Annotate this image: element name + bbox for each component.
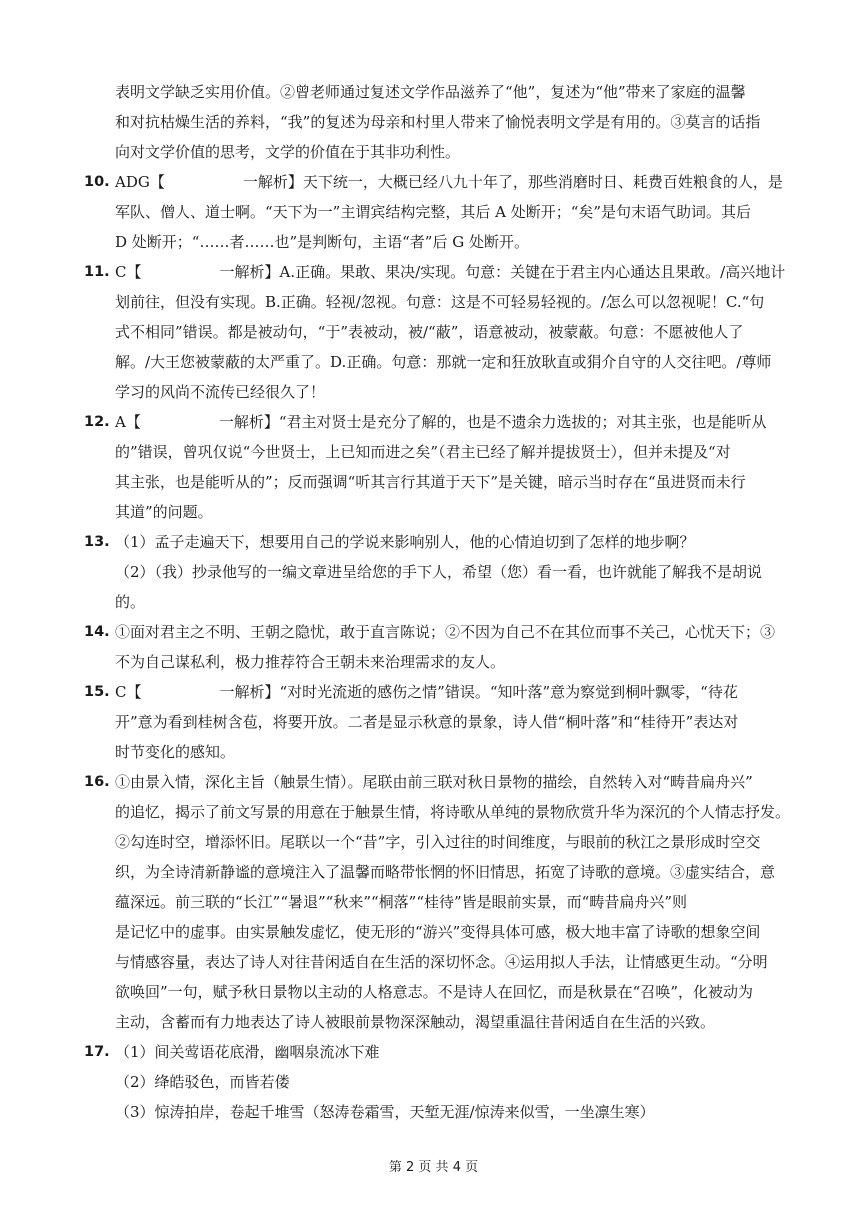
- answer-item-13: [84, 527, 785, 617]
- text-line: 学习的风尚不流传已经很久了！: [115, 383, 326, 401]
- item-number: 14.: [84, 624, 110, 640]
- text-line: 其道”的问题。: [115, 503, 213, 521]
- text-line: ②勾连时空，增添怀旧。尾联以一个“昔”字，引入过往的时间维度，与眼前的秋江之景形成时空交: [115, 833, 761, 851]
- text-line: 的追忆，揭示了前文写景的用意在于触景生情，将诗歌从单纯的景物欣赏升华为深沉的个人情志抒发。: [115, 803, 791, 821]
- text-line: A【 一解析】“君主对贤士是充分了解的，也是不遗余力选拔的；对其主张，也是能听从: [115, 413, 767, 431]
- text-line: 其主张，也是能听从的”；反而强调“听其言行其道于天下”是关键，暗示当时存在“虽进贤而未行: [115, 473, 746, 491]
- text-line: ADG【 一解析】天下统一，大概已经八九十年了，那些消磨时日、耗费百姓粮食的人，是: [115, 173, 783, 191]
- text-line: （3）惊涛拍岸，卷起千堆雪（怒涛卷霜雪，天堑无涯/惊涛来似雪，一坐凛生寒）: [115, 1103, 655, 1121]
- text-line: （1）孟子走遍天下，想要用自己的学说来影响别人，他的心情迫切到了怎样的地步啊？: [115, 533, 695, 551]
- text-line: 划前往，但没有实现。B.正确。轻视/忽视。句意：这是不可轻易轻视的。/怎么可以忽视呢！C.“句: [115, 293, 765, 311]
- text-line: C【 一解析】“对时光流逝的感伤之情”错误。“知叶落”意为察觉到桐叶飘零，“待花: [115, 683, 738, 701]
- answer-item-14: [84, 617, 785, 677]
- text-line: 不为自己谋私利，极力推荐符合王朝未来治理需求的友人。: [115, 653, 506, 671]
- text-line: 和对抗枯燥生活的养料，“我”的复述为母亲和村里人带来了愉悦表明文学是有用的。③莫言的话指: [115, 113, 761, 131]
- text-line: 军队、僧人、道士啊。“天下为一”主谓宾结构完整，其后 A 处断开；“矣”是句末语气助词。其后: [115, 203, 752, 221]
- page-footer: 第 2 页 共 4 页: [388, 1160, 479, 1175]
- text-line: 蕴深远。前三联的“长江”“暑退”“秋来”“桐落”“桂待”皆是眼前实景，而“畴昔扁舟兴”则: [115, 893, 688, 911]
- text-line: 主动，含蓄而有力地表达了诗人被眼前景物深深触动，渴望重温往昔闲适自在生活的兴致。: [115, 1013, 716, 1031]
- answer-item-12: [84, 407, 785, 527]
- answer-item-17: [84, 1037, 785, 1127]
- text-line: （2）绛皓驳色，而皆若偻: [115, 1073, 290, 1091]
- text-line: 表明文学缺乏实用价值。②曾老师通过复述文学作品滋养了“他”，复述为“他”带来了家庭的温馨: [115, 83, 746, 101]
- item-number: 16.: [84, 774, 110, 790]
- text-line: 向对文学价值的思考，文学的价值在于其非功利性。: [115, 143, 461, 161]
- text-line: 解。/大王您被蒙蔽的太严重了。D.正确。句意：那就一定和狂放耿直或狷介自守的人交往吧。/尊师: [115, 353, 772, 371]
- text-line: 与情感容量，表达了诗人对往昔闲适自在生活的深切怀念。④运用拟人手法，让情感更生动。“分明: [115, 953, 768, 971]
- intro-paragraph: [115, 77, 785, 167]
- text-line: C【 一解析】A.正确。果敢、果决/实现。句意：关键在于君主内心通达且果敢。/高兴地计: [115, 263, 786, 281]
- item-number: 13.: [84, 534, 110, 550]
- item-number: 17.: [84, 1044, 110, 1060]
- text-line: 的”错误，曾巩仅说“今世贤士，上已知而进之矣”（君主已经了解并提拔贤士），但并未提及“对: [115, 443, 731, 461]
- text-line: 的。: [115, 593, 146, 611]
- text-line: 欲唤回”一句，赋予秋日景物以主动的人格意志。不是诗人在回忆，而是秋景在“召唤”，化被动为: [115, 983, 754, 1001]
- text-line: D 处断开；“……者……也”是判断句，主语“者”后 G 处断开。: [115, 233, 529, 251]
- answer-item-15: [84, 677, 785, 767]
- item-number: 15.: [84, 684, 110, 700]
- item-number: 12.: [84, 414, 110, 430]
- answer-item-11: [84, 257, 785, 407]
- answer-item-10: [84, 167, 785, 257]
- answer-item-16: [84, 767, 791, 1037]
- item-number: 10.: [84, 174, 110, 190]
- text-line: 时节变化的感知。: [115, 743, 236, 761]
- text-line: 开”意为看到桂树含苞，将要开放。二者是显示秋意的景象，诗人借“桐叶落”和“桂待开”表达对: [115, 713, 739, 731]
- item-number: 11.: [84, 264, 110, 280]
- text-line: 织，为全诗清新静谧的意境注入了温馨而略带怅惘的怀旧情思，拓宽了诗歌的意境。③虚实结合，意: [115, 863, 776, 881]
- text-line: ①由景入情，深化主旨（触景生情）。尾联由前三联对秋日景物的描绘，自然转入对“畴昔扁舟兴”: [115, 773, 753, 791]
- text-line: 是记忆中的虚事。由实景触发虚忆，使无形的“游兴”变得具体可感，极大地丰富了诗歌的想象空间: [115, 923, 761, 941]
- text-line: （1）间关莺语花底滑，幽咽泉流冰下难: [115, 1043, 380, 1061]
- text-line: （2）（我）抄录他写的一编文章进呈给您的手下人，希望（您）看一看，也许就能了解我不是胡说: [115, 563, 763, 581]
- text-line: ①面对君主之不明、王朝之隐忧，敢于直言陈说；②不因为自己不在其位而事不关己，心忧天下；③: [115, 623, 776, 641]
- text-line: 式不相同”错误。都是被动句，“于”表被动，被/“蔽”，语意被动，被蒙蔽。句意：不愿被他人了: [115, 323, 744, 341]
